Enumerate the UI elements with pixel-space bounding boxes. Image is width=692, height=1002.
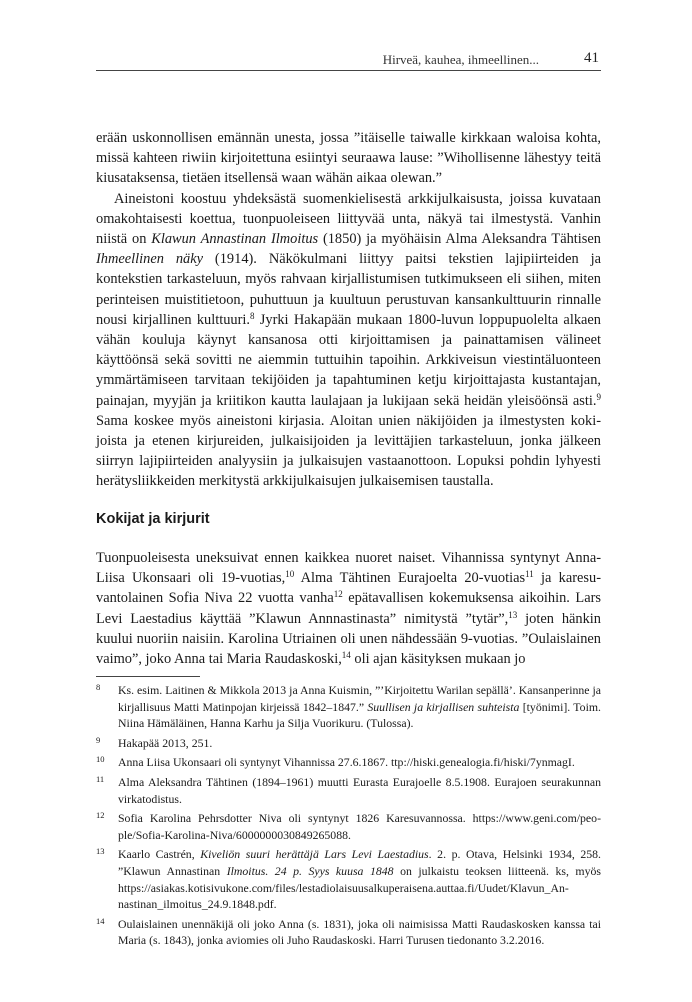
footnote: 12 Sofia Karolina Pehrsdotter Niva oli syntynyt 1826 Karesuvannossa. https://www.geni.com/people/Sofia-Karolina-Niva/6000000030849265088. — [96, 810, 601, 842]
footnote: 13 Kaarlo Castrén, Kiveliön suuri herättäjä Lars Levi Laestadius. 2. p. Otava, Helsinki 1934, 258. ”Klawun Annastinan Ilmoitus. 24 p. Syys kuusa 1848 on julkaistu teoksen liitteenä. ks, myös https://asiakas.kotisivukone.com/files/lestadiolaisuusalkuperaisena.auttaa.fi/Uudet/Klavun_Annastinan_ilmoitus_24.9.1848.pdf. — [96, 846, 602, 912]
footnote: 9 Hakapää 2013, 251. — [96, 734, 213, 750]
footnote-ref-9[interactable]: 9 — [596, 391, 601, 402]
footnote-ref-11[interactable]: 11 — [525, 569, 534, 580]
footnote: 10 Anna Liisa Ukonsaari oli syntynyt Vihannissa 27.6.1867. ttp://hiski.genealogia.fi/hiski/7ynmagI. — [96, 754, 575, 770]
footnote-ref-8[interactable]: 8 — [250, 310, 255, 321]
title-klawun: Klawun Annastinan Ilmoitus — [151, 231, 319, 248]
footnote-ref-14[interactable]: 14 — [341, 650, 351, 661]
page-number: 41 — [584, 50, 599, 66]
footnote-ref-12[interactable]: 12 — [333, 589, 343, 600]
section-text — [96, 548, 601, 669]
footnote-divider — [96, 676, 200, 677]
footnotes — [96, 682, 601, 952]
footnote: 8 Ks. esim. Laitinen & Mikkola 2013 ja Anna Kuismin, ”’Kirjoitettu Warilan sepällä’. Kansanperinne ja kirjallisuus Matti Matinpojan kirjeissä 1842–1847.” Suullisen ja kirjallisen suhteista [työnimi]. Toim. Niina Hämäläinen, Hanna Karhu ja Silja Vuorikuru. (Tulossa). — [96, 682, 601, 731]
paragraph-3: Tuonpuoleisesta uneksuivat ennen kaikkea nuoret naiset. Vihannissa syntynyt Anna-Liisa Ukonsaari oli 19-vuotias,$^{10}$ Alma Tähtinen Eurajoelta 20-vuotias$^{11}$ ja karesuvantolainen Sofia Niva 22 vuotta vanha$^{12}$ epätavallisen kokemuksensa aikoihin. Lars Levi Laestadius käyttää ”Klawun Annnastinasta” nimitystä ”tytär”,$^{13}$ joten hänkin kuului nuoriin naisiin. Karolina Utriainen oli unen nähdessään 9-vuotias. ”Oulaislainen vaimo”, joko Anna tai Maria Raudaskoski,$^{14}$ oli ajan käsityksen mukaan jo — [96, 550, 601, 668]
section-heading: Kokijat ja kirjurit — [96, 511, 210, 527]
paragraph-2: Aineistoni koostuu yhdeksästä suomenkielisestä arkkijulkaisusta, joissa kuvataan omakohtaisesti koettua, tuonpuoleiseen liittyvää unta, näkyä tai ilmestystä. Vanhin niistä on Klawun Annastinan Ilmoitus (1850) ja myöhäisin Alma Aleksandra Tähtisen Ihmeellinen näky (1914). Näkökulmani liittyy paitsi tekstien lajipiirteiden ja kontekstien tarkasteluun, myös rahvaan kirjallistumisen tutkimukseen eli siihen, miten perinteisen muistitietoon, puhuttuun ja kuultuun perustuvan kansankulttuurin rinnalle nousi kirjallinen kulttuuri.$^8$ Jyrki Hakapään mukaan 1800-luvun loppupuolelta alkaen vähän kouluja käynyt kansanosa otti kirjoittamisen ja painattamisen välineet käyttöönsä sekä sovitti ne aiemmin tuttuihin tapoihin. Arkkiveisun viestintäluonteen ymmärtämiseen tarvitaan tekijöiden ja tapahtuminen ketju kirjoittajasta kustantajan, painajan, myyjän ja kriitikon kautta laulajaan ja lukijaan sekä heidän yleisöönsä asti.$^9$ Sama koskee myös aineistoni kirjasia. Aloitan unien näkijöiden ja ilmestysten kokijoista ja etenen kirjureiden, julkaisijoiden ja levittäjien tarkasteluun, jonka jälkeen siirryn lajipiirteiden analyysiin ja julkaisujen vastaanottoon. Lopuksi pohdin lyhyesti herätysliikkeiden merkitystä arkkijulkaisujen julkaisemisen taustalla. — [96, 190, 601, 490]
footnote: 11 Alma Aleksandra Tähtinen (1894–1961) muutti Eurasta Eurajoelle 8.5.1908. Eurajoen seurakunnan virkatodistus. — [96, 773, 601, 806]
running-header — [96, 50, 601, 71]
title-ihmeellinen: Ihmeellinen näky — [96, 251, 204, 268]
footnote-ref-10[interactable]: 10 — [285, 569, 295, 580]
paragraph-1: erään uskonnollisen emännän unesta, jossa ”itäiselle taiwalle kirkkaan waloisa kohta, missä kahteen riwiin kirjoitettuna esiintyi seuraawa lause: ”Wihollisenne lähestyy teitä kiusataksensa, tietäen itsellensä waan wähän aikaa olewan.” — [96, 130, 601, 187]
footnote-link[interactable]: Anna Liisa Ukonsaari oli syntynyt Vihannissa 27.6.1867. ttp://hiski.genealogia.fi/hiski/7ynmagI. — [118, 755, 575, 770]
footnote-link[interactable]: on julkaistu teoksen liitteenä. ks, myös https://asiakas.kotisivukone.com/files/lestadiolaisuusalkuperaisena.auttaa.fi/Uudet/Klavun_Annastinan_ilmoitus_24.9.1848.pdf. — [118, 863, 602, 912]
footnote-ref-13[interactable]: 13 — [508, 609, 518, 620]
main-text — [96, 128, 601, 492]
footnote: 14 Oulaislainen unennäkijä oli joko Anna (s. 1831), joka oli naimisissa Matti Raudaskosken kanssa tai Maria (s. 1843), jonka aviomies oli Juho Raudaskoski. Harri Turusen tiedonanto 3.2.2016. — [96, 915, 601, 948]
running-title: Hirveä, kauhea, ihmeellinen... — [382, 52, 539, 67]
footnote-link[interactable]: Sofia Karolina Pehrsdotter Niva oli syntynyt 1826 Karesuvannossa. https://www.geni.com/people/Sofia-Karolina-Niva/6000000030849265088. — [118, 811, 601, 842]
